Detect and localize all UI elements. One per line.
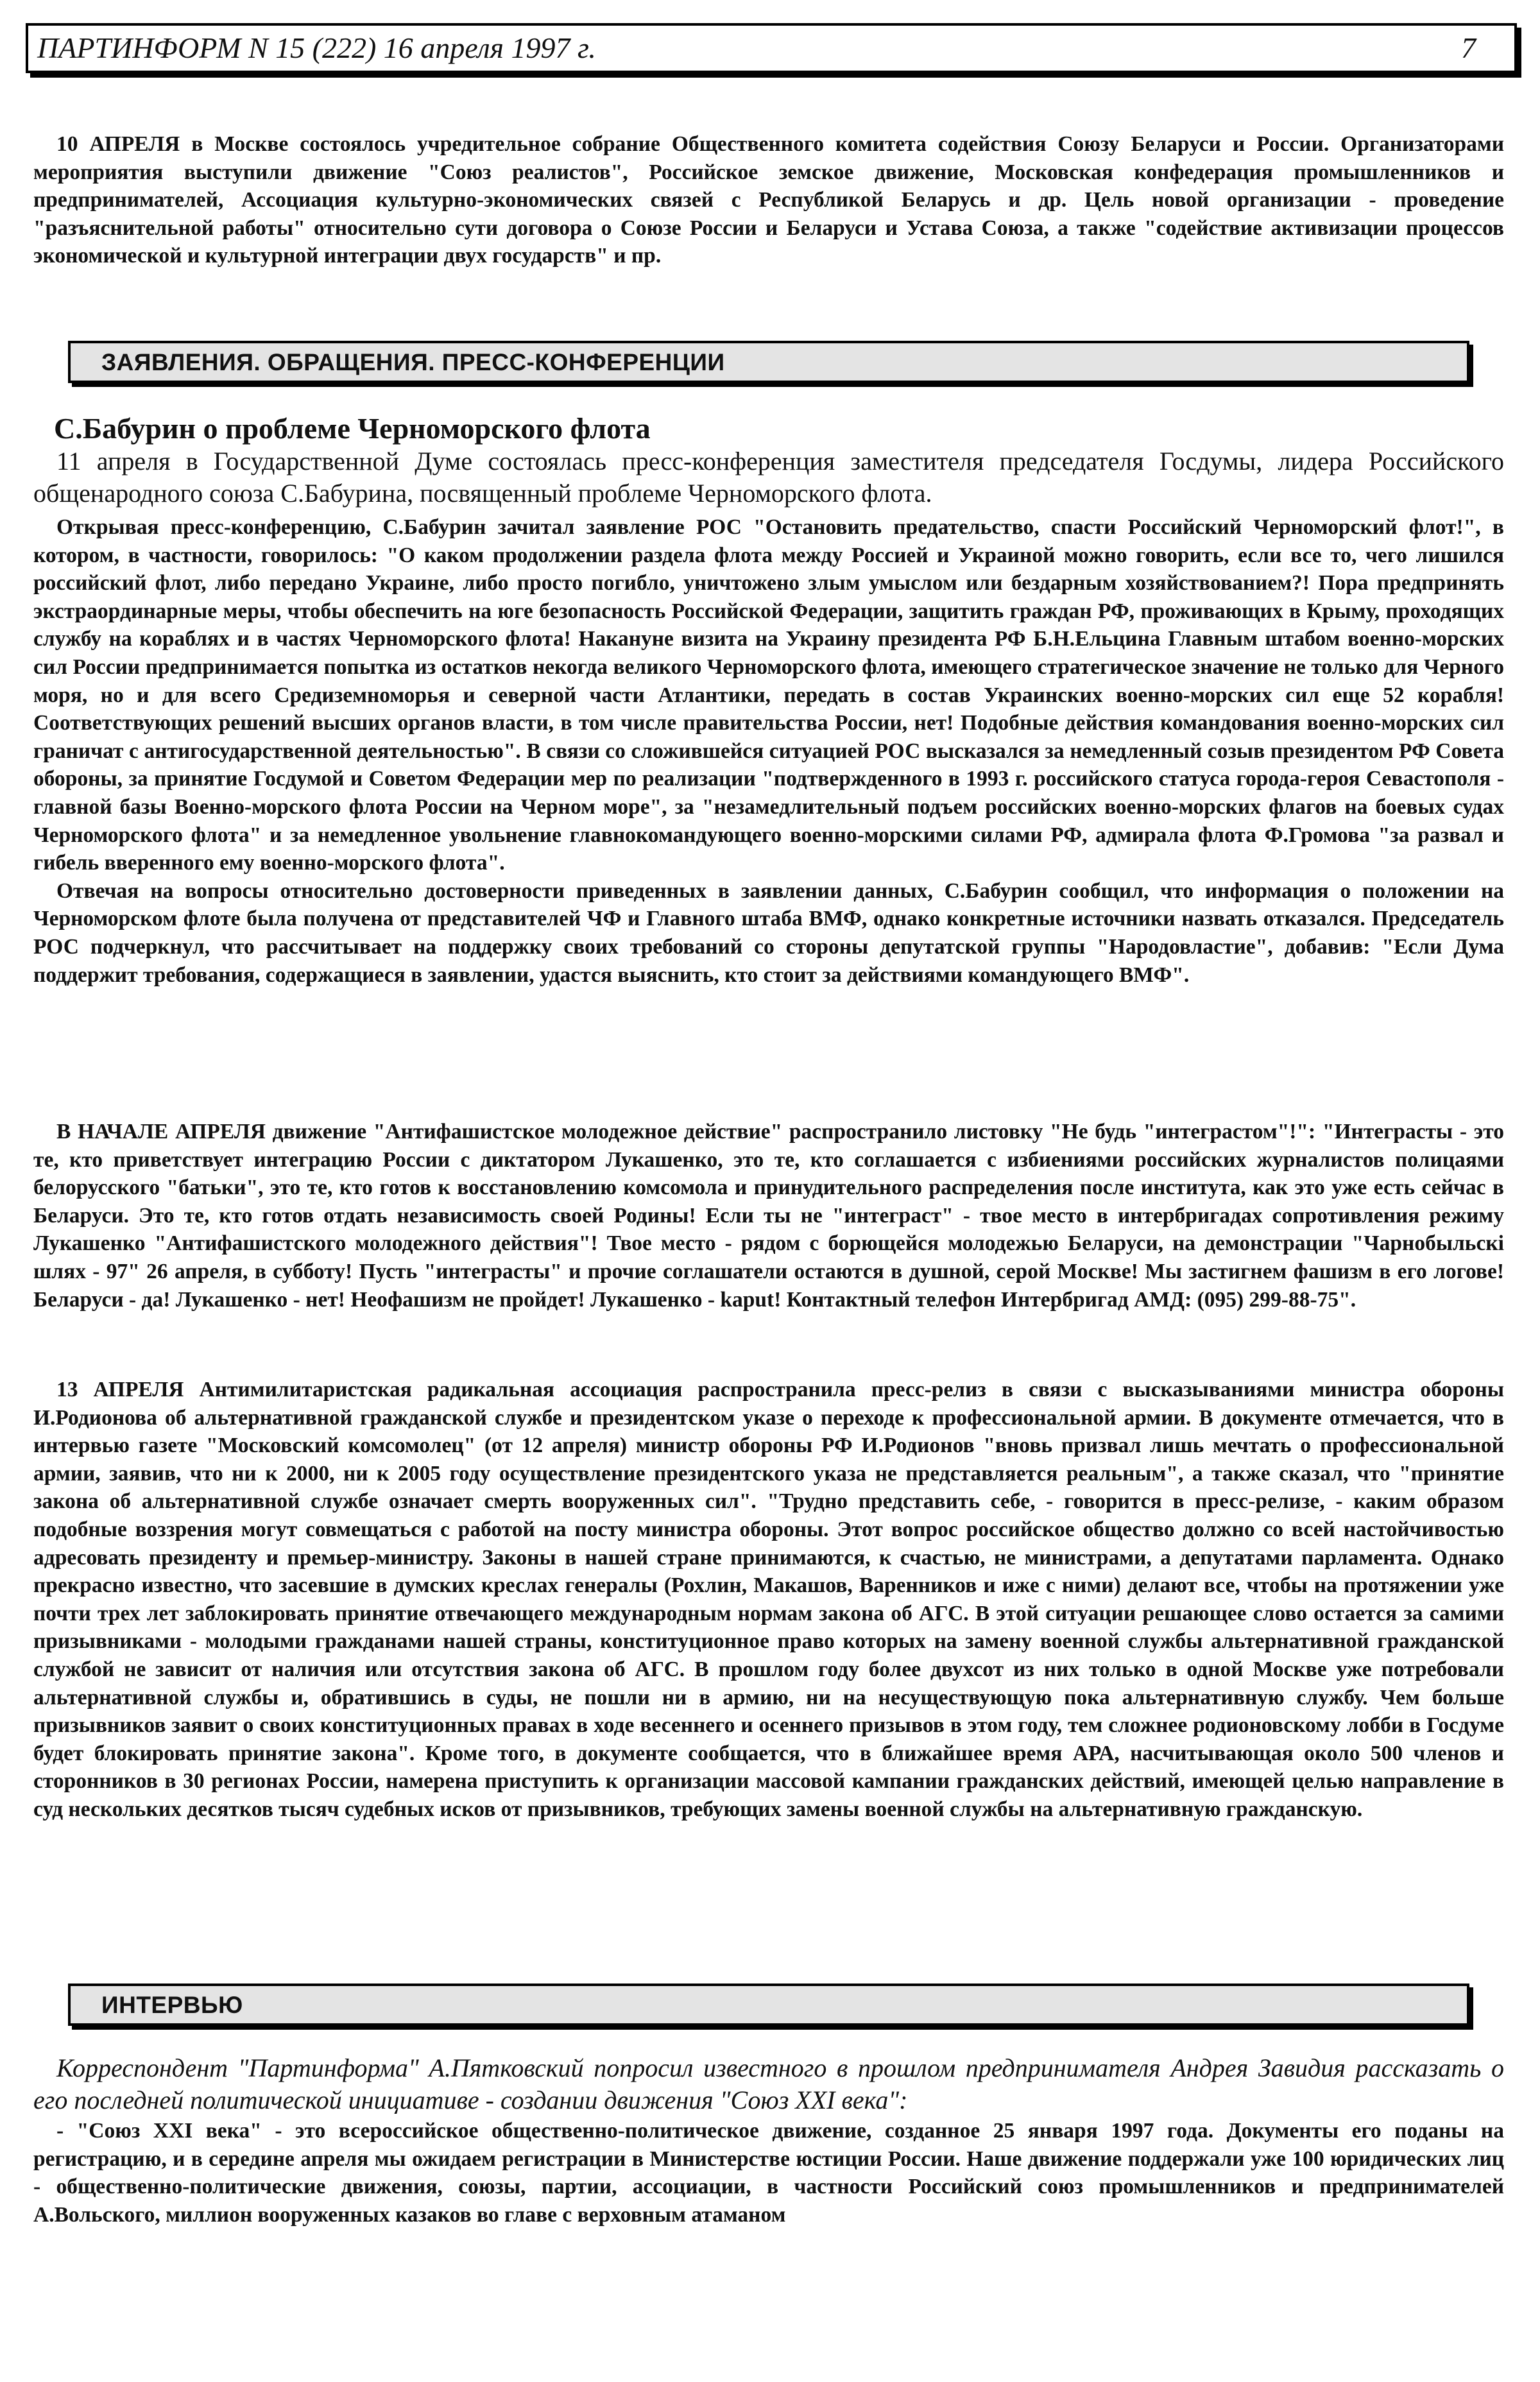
news-item-april-13: [33, 1376, 1504, 1824]
news-item-text: В НАЧАЛЕ АПРЕЛЯ движение "Антифашистское молодежное действие" распространило листовку "Не будь "интеграстом"!": "Интеграсты - это те, кто приветствует интеграцию России с диктатором Лукашенко, это те, кто соглашается с избиениями российских журналистов полицаями белорусского "батьки", это те, кто готов к восстановлению комсомола и принудительного распределения после института, как это уже есть сейчас в Беларуси. Это те, кто готов отдать независимость своей Родины! Если ты не "интеграст" - твое место в интербригадах сопротивления режиму Лукашенко "Антифашистского молодежного действия"! Твое место - рядом с борющейся молодежью Беларуси, на демонстрации "Чарнобыльскi шлях - 97" 26 апреля, в субботу! Пусть "интеграсты" и прочие соглашатели остаются в душной, серой Москве! Мы застигнем фашизм в его логове! Беларуси - да! Лукашенко - нет! Неофашизм не пройдет! Лукашенко - kaput! Контактный телефон Интербригад АМД: (095) 299-88-75".: [33, 1120, 1504, 1312]
page-number: 7: [1461, 31, 1476, 64]
news-item-early-april: [33, 1118, 1504, 1314]
news-item-text: 13 АПРЕЛЯ Антимилитаристская радикальная ассоциация распространила пресс-релиз в связи с высказываниями министра обороны И.Родионова об альтернативной гражданской службе и президентском указе о переходе к профессиональной армии. В документе отмечается, что в интервью газете "Московский комсомолец" (от 12 апреля) министр обороны РФ И.Родионов "вновь призвал лишь мечтать о профессиональной армии, заявив, что ни к 2000, ни к 2005 году осуществление президентского указа не представляется реальным", а также сказал, что "принятие закона об альтернативной службе означает смерть вооруженных сил". "Трудно представить себе, - говорится в пресс-релизе, - каким образом подобные воззрения могут совмещаться с работой на посту министра обороны. Этот вопрос российское общество должно со всей настойчивостью адресовать президенту и премьер-министру. Законы в нашей стране принимаются, к счастью, не министрами, а депутатами парламента. Однако прекрасно известно, что засевшие в думских креслах генералы (Рохлин, Макашов, Варенников и иже с ними) делают все, чтобы на протяжении уже почти трех лет заблокировать принятие отвечающего международным нормам закона об АГС. В этой ситуации решающее слово остается за самими призывниками - молодыми гражданами нашей страны, конституционное право которых на замену военной службы альтернативной гражданской службой не зависит от наличия или отсутствия закона об АГС. В прошлом году более двухсот из них только в одной Москве уже потребовали альтернативной службы и, обратившись в суды, не пошли ни в армию, ни на несуществующую пока альтернативную службу. Чем больше призывников заявит о своих конституционных правах в ходе весеннего и осеннего призывов в этом году, тем сложнее родионовскому лобби в Госдуме будет блокировать принятие закона". Кроме того, в документе сообщается, что в ближайшее время АРА, насчитывающая около 500 членов и сторонников в 30 регионах России, намерена приступить к организации массовой кампании гражданских действий, имеющей целью направление в суд нескольких десятков тысяч судебных исков от призывников, требующих замены военной службы на альтернативную гражданскую.: [33, 1378, 1504, 1821]
interview-answer: [33, 2117, 1504, 2229]
news-item-april-10: [33, 130, 1504, 270]
article-heading: С.Бабурин о проблеме Черноморского флота: [54, 412, 651, 445]
article-body: [33, 513, 1504, 989]
section-bar-interview: [68, 1984, 1469, 2026]
article-lead: 11 апреля в Государственной Думе состоялась пресс-конференция заместителя председателя Госдумы, лидера Российского общенародного союза С.Бабурина, посвященный проблеме Черноморского флота.: [33, 447, 1504, 508]
section-bar-statements: [68, 341, 1469, 383]
interview-answer-text: - "Союз XXI века" - это всероссийское общественно-политическое движение, созданное 25 января 1997 года. Документы его поданы на регистрацию, и в середине апреля мы ожидаем регистрации в Министерстве юстиции России. Наше движение поддержали уже 100 юридических лиц - общественно-политические движения, союзы, партии, ассоциации, в частности Российский союз промышленников и предпринимателей А.Вольского, миллион вооруженных казаков во главе с верховным атаманом: [33, 2119, 1504, 2227]
publication-title: ПАРТИНФОРМ N 15 (222) 16 апреля 1997 г.: [37, 31, 596, 64]
article-paragraph: Открывая пресс-конференцию, С.Бабурин зачитал заявление РОС "Остановить предательство, спасти Российский Черноморский флот!", в котором, в частности, говорилось: "О каком продолжении раздела флота между Россией и Украиной можно говорить, если все то, чего лишился российский флот, либо передано Украине, либо просто погибло, уничтожено злым умыслом или бездарным хозяйствованием?! Пора предпринять экстраординарные меры, чтобы обеспечить на юге безопасность Российской Федерации, защитить граждан РФ, проживающих в Крыму, проходящих службу на кораблях и в частях Черноморского флота! Накануне визита на Украину президента РФ Б.Н.Ельцина Главным штабом военно-морских сил России предпринимается попытка из остатков некогда великого Черноморского флота, имеющего стратегическое значение не только для Черного моря, но и для всего Средиземноморья и северной части Атлантики, передать в состав Украинских военно-морских сил еще 52 корабля! Соответствующих решений высших органов власти, в том числе правительства России, нет! Подобные действия командования военно-морских сил граничат с антигосударственной деятельностью". В связи со сложившейся ситуацией РОС высказался за немедленный созыв президентом РФ Совета обороны, за принятие Госдумой и Советом Федерации мер по реализации "подтвержденного в 1993 г. российского статуса города-героя Севастополя - главной базы Военно-морского флота России на Черном море", за "незамедлительный подъем российских военно-морских флагов на боевых судах Черноморского флота" и за немедленное увольнение главнокомандующего военно-морскими силами РФ, адмирала флота Ф.Громова "за развал и гибель вверенного ему военно-морского флота".: [33, 515, 1504, 875]
section-label: ЗАЯВЛЕНИЯ. ОБРАЩЕНИЯ. ПРЕСС-КОНФЕРЕНЦИИ: [101, 349, 725, 375]
interview-intro: Корреспондент "Партинформа" А.Пятковский попросил известного в прошлом предпринимателя Андрея Завидия рассказать о его последней политической инициативе - создании движения "Союз XXI века":: [33, 2053, 1504, 2114]
article-paragraph: Отвечая на вопросы относительно достоверности приведенных в заявлении данных, С.Бабурин сообщил, что информация о положении на Черноморском флоте была получена от представителей ЧФ и Главного штаба ВМФ, однако конкретные источники назвать отказался. Председатель РОС подчеркнул, что рассчитывает на поддержку своих требований со стороны депутатской группы "Народовластие", добавив: "Если Дума поддержит требования, содержащиеся в заявлении, удастся выяснить, кто стоит за действиями командующего ВМФ".: [33, 878, 1504, 987]
news-item-text: 10 АПРЕЛЯ в Москве состоялось учредительное собрание Общественного комитета содействия Союзу Беларуси и России. Организаторами мероприятия выступили движение "Союз реалистов", Российское земское движение, Московская конфедерация промышленников и предпринимателей, Ассоциация культурно-экономических связей с Республикой Беларусь и др. Цель новой организации - проведение "разъяснительной работы" относительно сути договора о Союзе России и Беларуси и Устава Союза, а также "содействие активизации процессов экономической и культурной интеграции двух государств" и пр.: [33, 132, 1504, 268]
section-label: ИНТЕРВЬЮ: [101, 1992, 243, 2018]
page-header: [26, 23, 1517, 73]
